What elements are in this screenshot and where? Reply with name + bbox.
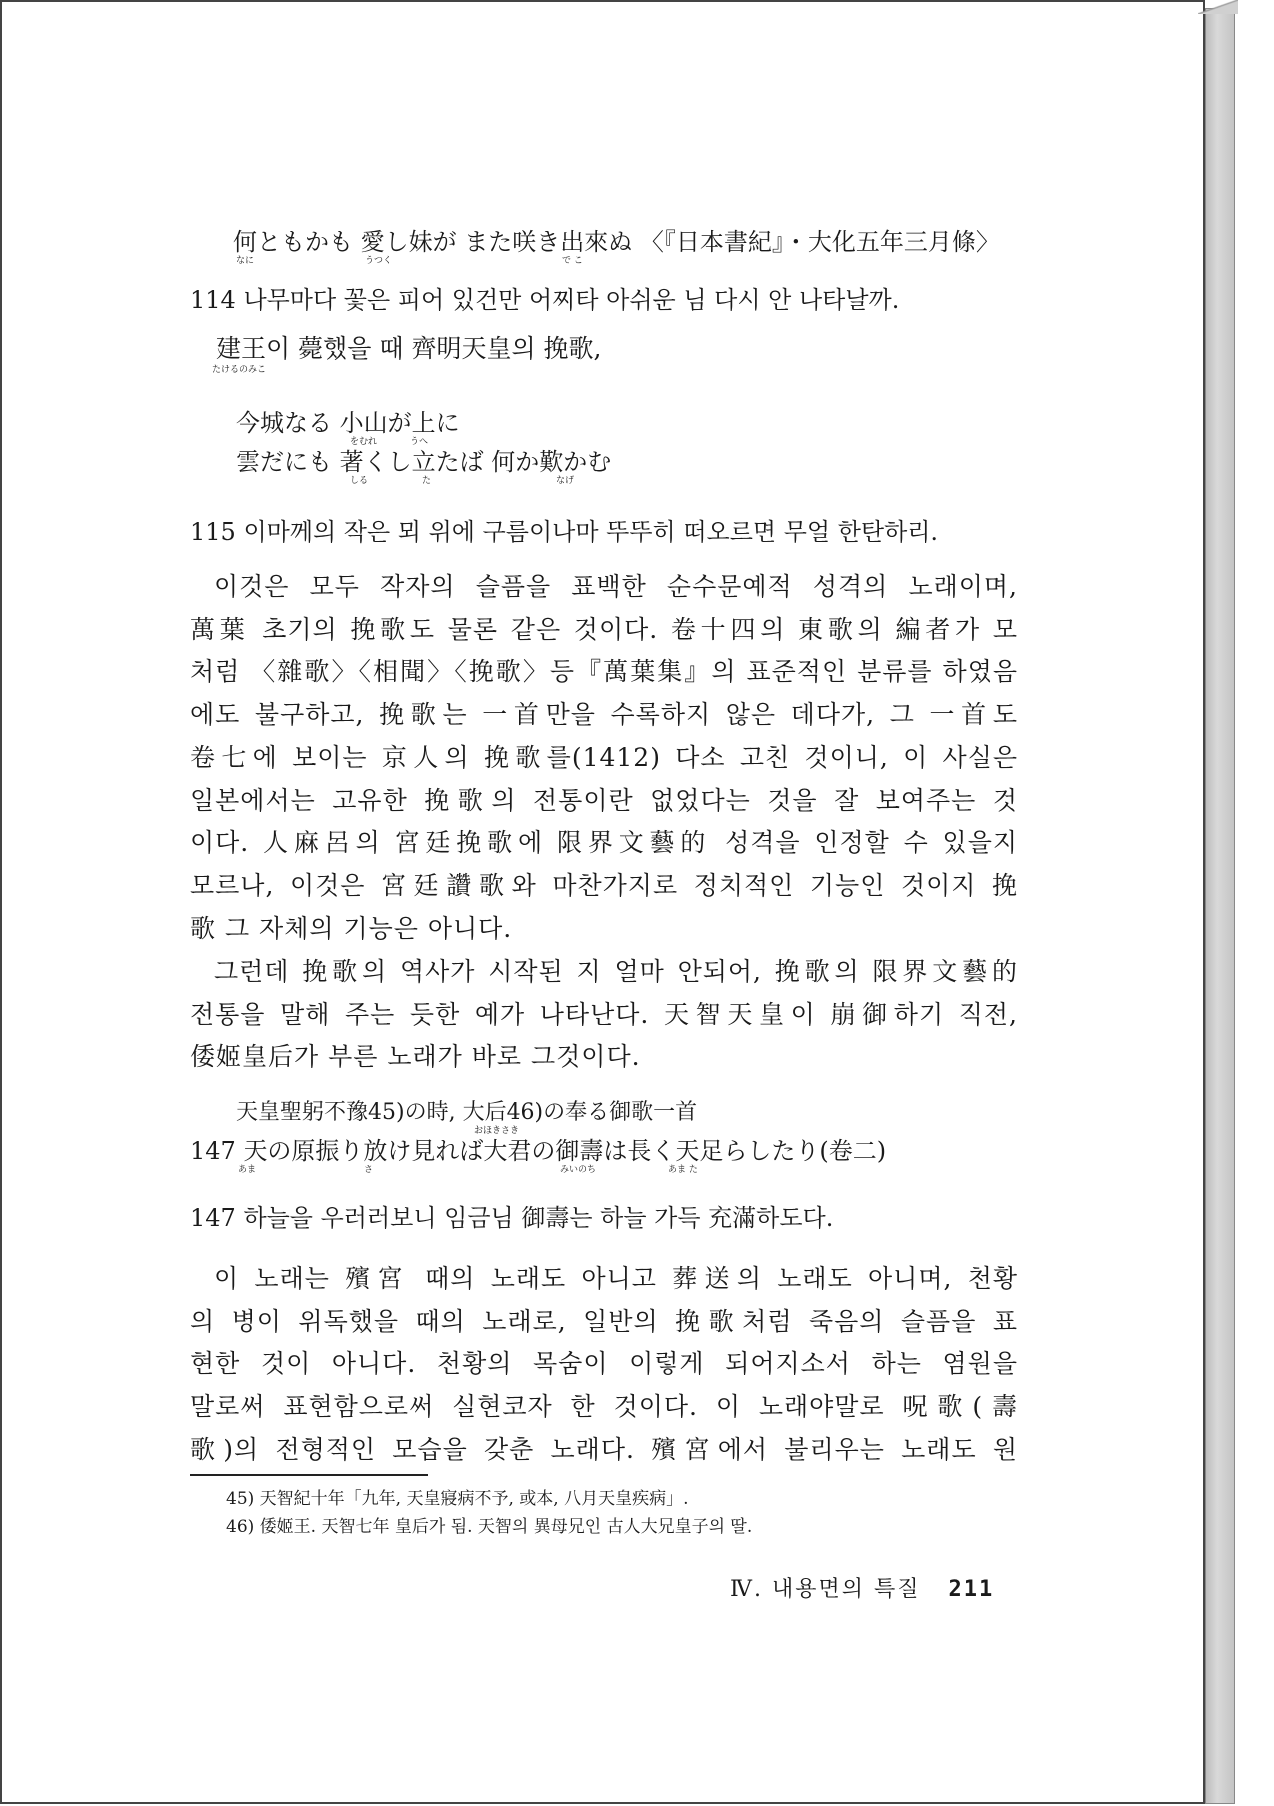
verse-line: 何ともかも 愛し妹が また咲き出來ぬ 〈『日本書紀』・大化五年三月條〉 bbox=[233, 228, 1000, 256]
body-paragraph bbox=[190, 1258, 1018, 1472]
furigana: うへ bbox=[410, 437, 429, 447]
page-number: 211 bbox=[948, 1577, 995, 1602]
furigana: た bbox=[422, 476, 432, 486]
furigana: で こ bbox=[562, 256, 583, 266]
paragraph-line: 말로써 표현함으로써 실현코자 한 것이다. 이 노래야말로 呪歌(壽 bbox=[190, 1392, 1018, 1422]
furigana: たけるのみこ bbox=[212, 365, 267, 375]
verse-line: 雲だにも 著くし立たば 何か歎かむ bbox=[236, 448, 612, 476]
paragraph-line: 이것은 모두 작자의 슬픔을 표백한 순수문예적 성격의 노래이며, bbox=[214, 572, 1018, 601]
footnote: 45) 天智紀十年「九年, 天皇寢病不予, 或本, 八月天皇疾病」. bbox=[226, 1489, 689, 1509]
paragraph-line: 이 노래는 殯宮 때의 노래도 아니고 葬送의 노래도 아니며, 천황 bbox=[214, 1264, 1018, 1293]
paragraph-line: 歌 그 자체의 기능은 아니다. bbox=[190, 913, 513, 943]
body-paragraph bbox=[190, 566, 1018, 950]
translation-line: 114 나무마다 꽃은 피어 있건만 어찌타 아쉬운 님 다시 안 나타날까. bbox=[190, 286, 900, 314]
furigana: なに bbox=[236, 256, 255, 266]
verse-line: 今城なる 小山が上に bbox=[236, 409, 460, 437]
paragraph-line: 현한 것이 아니다. 천황의 목숨이 이렇게 되어지소서 하는 염원을 bbox=[190, 1349, 1018, 1379]
poem-heading: 天皇聖躬不豫45)の時, 大后46)の奉る御歌一首 bbox=[236, 1100, 698, 1125]
translation-line: 147 하늘을 우러러보니 임금님 御壽는 하늘 가득 充滿하도다. bbox=[190, 1204, 834, 1232]
paragraph-line: 전통을 말해 주는 듯한 예가 나타난다. 天智天皇이 崩御하기 직전, bbox=[190, 999, 1018, 1029]
furigana: をむれ bbox=[350, 437, 378, 447]
body-paragraph bbox=[190, 951, 1018, 1079]
furigana: さ bbox=[364, 1165, 374, 1175]
furigana: あま bbox=[238, 1165, 257, 1175]
paragraph-line: 일본에서는 고유한 挽歌의 전통이란 없었다는 것을 잘 보여주는 것 bbox=[190, 785, 1018, 815]
furigana: なげ bbox=[556, 476, 575, 486]
paragraph-line: 에도 불구하고, 挽歌는 一首만을 수록하지 않은 데다가, 그 一首도 bbox=[190, 700, 1018, 730]
furigana: みいのち bbox=[560, 1165, 597, 1175]
paragraph-line: 모르나, 이것은 宮廷讚歌와 마찬가지로 정치적인 기능인 것이지 挽 bbox=[190, 870, 1018, 900]
running-section-title: Ⅳ. 내용면의 특질 bbox=[730, 1577, 921, 1602]
paragraph-line: 의 병이 위독했을 때의 노래로, 일반의 挽歌처럼 죽음의 슬픔을 표 bbox=[190, 1306, 1018, 1336]
translation-line: 115 이마께의 작은 뫼 위에 구름이나마 뚜뚜히 떠오르면 무얼 한탄하리. bbox=[190, 518, 939, 546]
poem-heading: 建王이 薨했을 때 齊明天皇의 挽歌, bbox=[216, 334, 602, 363]
furigana: おほきさき bbox=[474, 1126, 520, 1136]
paragraph-line: 倭姬皇后가 부른 노래가 바로 그것이다. bbox=[190, 1042, 641, 1072]
furigana: うつく bbox=[365, 256, 393, 266]
paragraph-line: 歌)의 전형적인 모습을 갖춘 노래다. 殯宮에서 불리우는 노래도 원 bbox=[190, 1434, 1018, 1464]
verse-line: 147 天の原振り放け見れば大君の御壽は長く天足らしたり(卷二) bbox=[190, 1137, 887, 1165]
footnote: 46) 倭姬王. 天智七年 皇后가 됨. 天智의 異母兄인 古人大兄皇子의 딸. bbox=[226, 1517, 753, 1537]
paragraph-line: 卷七에 보이는 京人의 挽歌를(1412) 다소 고친 것이니, 이 사실은 bbox=[190, 742, 1018, 772]
paragraph-line: 그런데 挽歌의 역사가 시작된 지 얼마 안되어, 挽歌의 限界文藝的 bbox=[214, 957, 1018, 986]
page-footer bbox=[730, 1572, 994, 1603]
paragraph-line: 이다. 人麻呂의 宮廷挽歌에 限界文藝的 성격을 인정할 수 있을지 bbox=[190, 828, 1018, 858]
page-edge bbox=[1205, 8, 1235, 1804]
furigana: しる bbox=[350, 476, 369, 486]
paragraph-line: 처럼 〈雜歌〉〈相聞〉〈挽歌〉등『萬葉集』의 표준적인 분류를 하였음 bbox=[190, 657, 1018, 687]
paragraph-line: 萬葉 초기의 挽歌도 물론 같은 것이다. 卷十四의 東歌의 編者가 모 bbox=[190, 614, 1018, 644]
footnote-divider bbox=[190, 1474, 428, 1476]
furigana: あま た bbox=[668, 1165, 698, 1175]
